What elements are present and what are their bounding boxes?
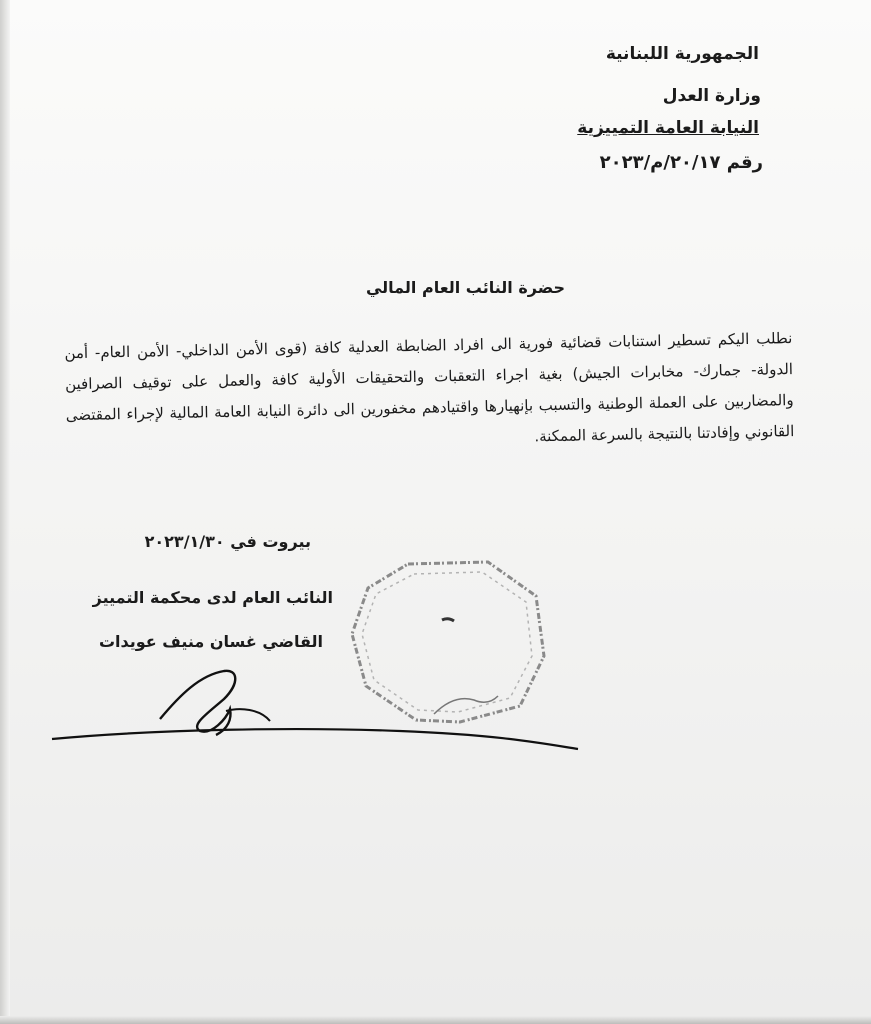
letter-paragraph: نطلب اليكم تسطير استنابات قضائية فورية الى افراد الضابطة العدلية كافة (قوى الأمن الداخلي- الأمن العام- أمن الدولة- جمارك- مخابرات الجيش) بغية اجراء التعقبات والتحقيقات الأولية كافة والعمل على توقيف الصرافين والمضاربين على العملة الوطنية والتسبب بإنهيارها واقتيادهم مخفورين الى دائرة النيابة العامة المالية لإجراء المقتضى القانوني وإفادتنا بالنتيجة بالسرعة الممكنة. [64, 328, 795, 446]
handwritten-signature [40, 655, 600, 765]
reference-number: رقم ٢٠/١٧/م/٢٠٢٣ [599, 152, 763, 173]
scan-edge-left [0, 0, 10, 1024]
place-and-date: بيروت في ٢٠٢٣/١/٣٠ [144, 532, 311, 551]
header-office: النيابة العامة التمييزية [577, 118, 759, 138]
signatory-name: القاضي غسان منيف عويدات [98, 632, 323, 651]
header-republic: الجمهورية اللبنانية [605, 44, 759, 64]
signatory-title: النائب العام لدى محكمة التمييز [92, 588, 333, 607]
header-ministry: وزارة العدل [662, 86, 761, 106]
scan-edge-bottom [0, 1016, 871, 1024]
letter-body [64, 323, 794, 462]
addressee-title: حضرة النائب العام المالي [365, 278, 566, 297]
